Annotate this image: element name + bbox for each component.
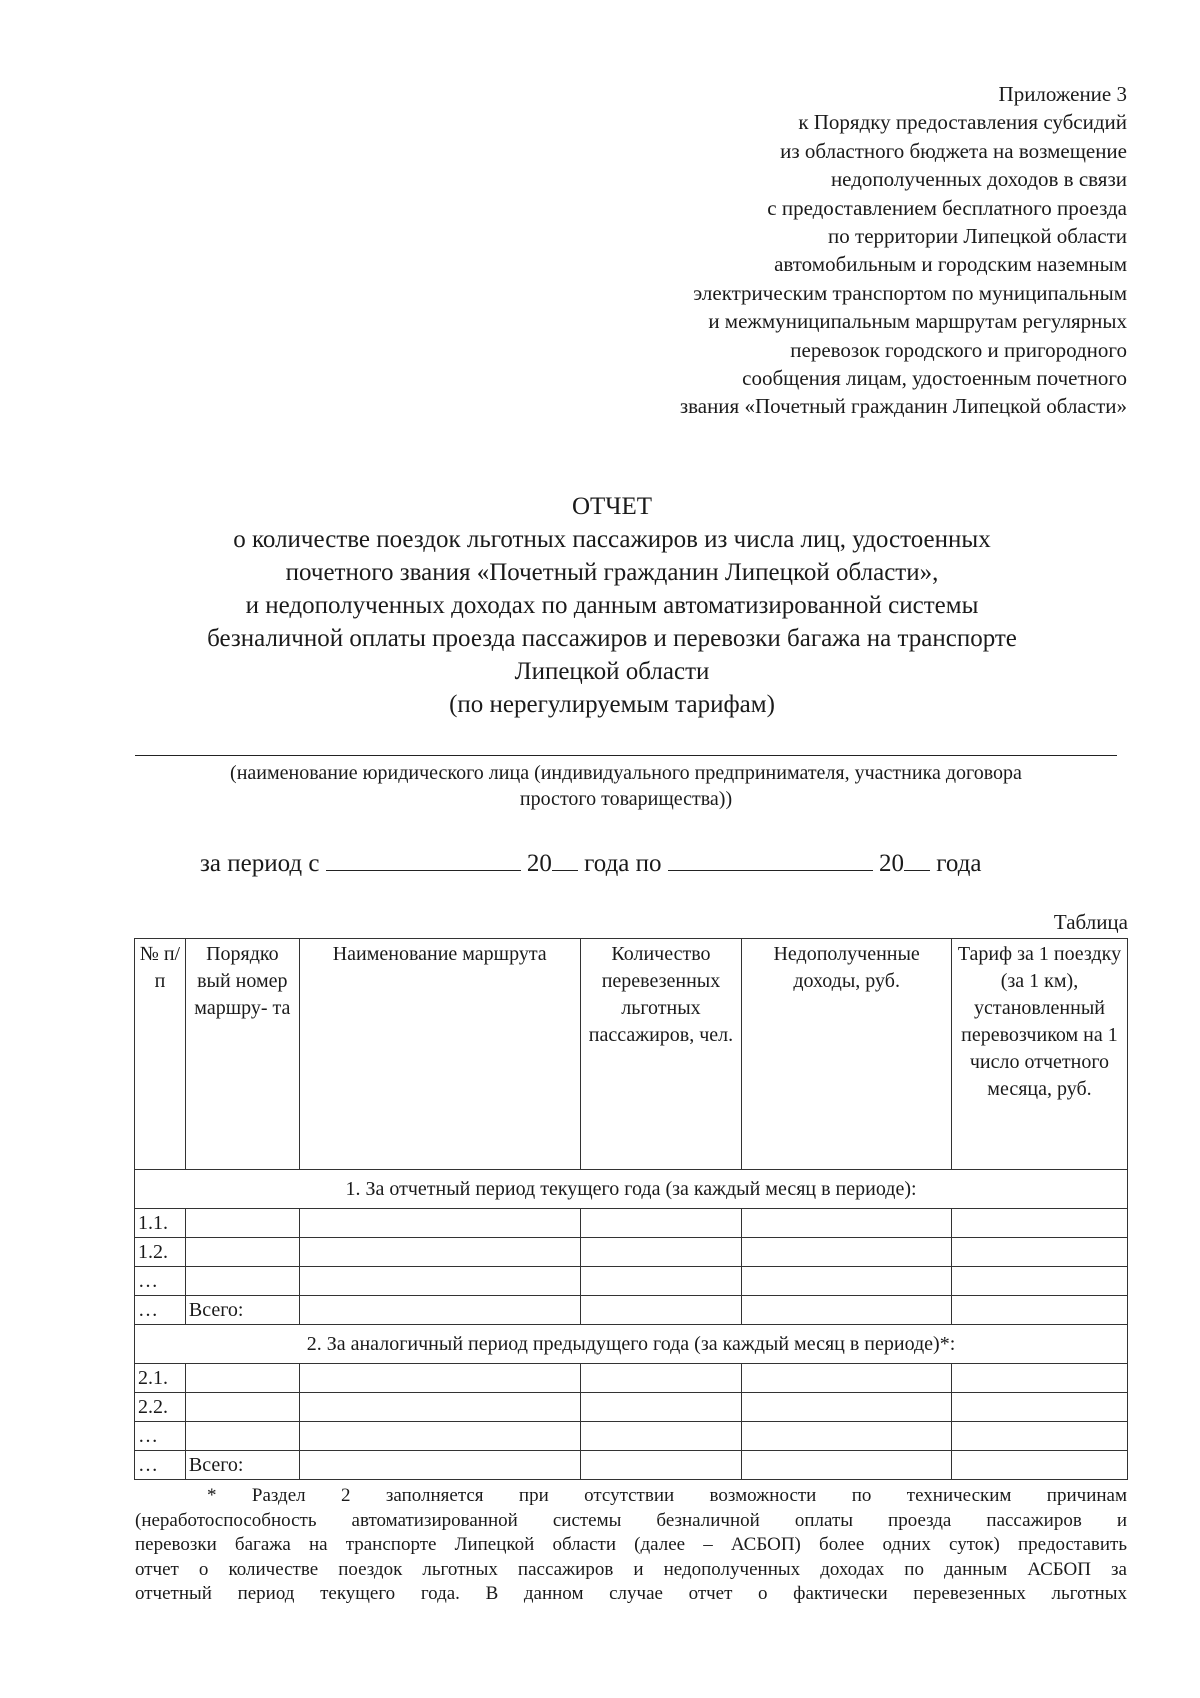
period-end-date-field[interactable]: [668, 848, 873, 871]
header-number: № п/ п: [135, 939, 186, 1170]
report-heading: ОТЧЕТ: [571, 493, 653, 520]
table-cell[interactable]: [951, 1364, 1127, 1393]
period-start-date-field[interactable]: [326, 848, 521, 871]
period-end-year-field[interactable]: [904, 848, 930, 871]
appendix-line: сообщения лицам, удостоенным почетного: [742, 366, 1127, 391]
table-cell[interactable]: [742, 1296, 952, 1325]
table-cell[interactable]: [742, 1422, 952, 1451]
section-row: [135, 1170, 1128, 1209]
table-cell[interactable]: [951, 1238, 1127, 1267]
table-cell[interactable]: [580, 1238, 742, 1267]
section-title: 2. За аналогичный период предыдущего года (за каждый месяц в периоде)*:: [135, 1325, 1128, 1364]
report-table: [134, 938, 1128, 1480]
table-cell[interactable]: [742, 1451, 952, 1480]
footnote-line: отчетный период текущего года. В данном случае отчет о фактически перевезенных льготных: [135, 1583, 1127, 1604]
appendix-line: электрическим транспортом по муниципальным: [693, 280, 1127, 305]
table-cell[interactable]: [580, 1393, 742, 1422]
table-row: [135, 1393, 1128, 1422]
appendix-line: недополученных доходов в связи: [830, 167, 1127, 192]
report-title-line: о количестве поездок льготных пассажиров из числа лиц, удостоенных: [233, 526, 991, 553]
table-cell[interactable]: [299, 1393, 580, 1422]
table-cell[interactable]: [951, 1209, 1127, 1238]
appendix-line: звания «Почетный гражданин Липецкой области»: [679, 394, 1127, 419]
header-route-name: Наименование маршрута: [299, 939, 580, 1170]
organization-caption-line: (наименование юридического лица (индивидуального предпринимателя, участника договора: [230, 762, 1022, 784]
table-row: [135, 1422, 1128, 1451]
header-route-order: Порядко вый номер маршру- та: [185, 939, 299, 1170]
report-title-line: (по нерегулируемым тарифам): [449, 691, 775, 718]
table-row-total: [135, 1296, 1128, 1325]
period-line: [200, 848, 1100, 880]
table-cell[interactable]: [299, 1296, 580, 1325]
row-number: …: [135, 1451, 186, 1480]
report-title-line: Липецкой области: [514, 658, 710, 685]
section-title: 1. За отчетный период текущего года (за каждый месяц в периоде):: [135, 1170, 1128, 1209]
footnote-line: отчет о количестве поездок льготных пассажиров и недополученных доходах по данным АСБОП за: [135, 1558, 1127, 1580]
appendix-line: автомобильным и городским наземным: [774, 252, 1127, 277]
header-lost-income: Недополученные доходы, руб.: [742, 939, 952, 1170]
row-number: …: [135, 1267, 186, 1296]
table-header-row: [135, 939, 1128, 1170]
period-year-prefix: 20: [526, 850, 552, 877]
table-cell[interactable]: [742, 1267, 952, 1296]
organization-name-field[interactable]: [135, 755, 1117, 756]
table-cell[interactable]: [951, 1422, 1127, 1451]
footnote: [135, 1484, 1127, 1607]
period-suffix: года: [936, 850, 982, 877]
report-title: [132, 490, 1092, 721]
report-title-line: безналичной оплаты проезда пассажиров и перевозки багажа на транспорте: [207, 625, 1017, 652]
period-mid: года по: [584, 850, 662, 877]
row-number: 2.1.: [135, 1364, 186, 1393]
organization-caption: [132, 760, 1120, 812]
table-row: [135, 1209, 1128, 1238]
table-cell[interactable]: [299, 1451, 580, 1480]
table-cell[interactable]: [185, 1267, 299, 1296]
appendix-line: из областного бюджета на возмещение: [780, 138, 1127, 163]
table-cell[interactable]: [299, 1364, 580, 1393]
table-cell[interactable]: [185, 1422, 299, 1451]
row-number: 1.2.: [135, 1238, 186, 1267]
header-tariff: Тариф за 1 поездку (за 1 км), установленный перевозчиком на 1 число отчетного месяца, руб.: [951, 939, 1127, 1170]
footnote-line: перевозки багажа на транспорте Липецкой области (далее – АСБОП) более одних суток) предоставить: [135, 1534, 1127, 1555]
table-cell[interactable]: [742, 1209, 952, 1238]
row-number: …: [135, 1296, 186, 1325]
appendix-line: к Порядку предоставления субсидий: [798, 110, 1127, 135]
table-cell[interactable]: [299, 1238, 580, 1267]
row-number: …: [135, 1422, 186, 1451]
report-title-line: и недополученных доходах по данным автоматизированной системы: [245, 592, 979, 619]
table-row: [135, 1238, 1128, 1267]
table-row: [135, 1364, 1128, 1393]
total-label: Всего:: [185, 1451, 299, 1480]
table-label: Таблица: [1053, 910, 1128, 934]
header-passenger-count: Количество перевезенных льготных пассажиров, чел.: [580, 939, 742, 1170]
period-year-prefix: 20: [879, 850, 905, 877]
appendix-line: перевозок городского и пригородного: [790, 337, 1127, 362]
row-number: 2.2.: [135, 1393, 186, 1422]
row-number: 1.1.: [135, 1209, 186, 1238]
total-label: Всего:: [185, 1296, 299, 1325]
appendix-line: по территории Липецкой области: [828, 224, 1127, 249]
table-cell[interactable]: [185, 1393, 299, 1422]
appendix-line: с предоставлением бесплатного проезда: [767, 195, 1127, 220]
table-row: [135, 1267, 1128, 1296]
table-cell[interactable]: [580, 1364, 742, 1393]
table-cell[interactable]: [299, 1267, 580, 1296]
table-cell[interactable]: [742, 1238, 952, 1267]
table-cell[interactable]: [299, 1209, 580, 1238]
table-cell[interactable]: [580, 1209, 742, 1238]
table-cell[interactable]: [580, 1451, 742, 1480]
table-cell[interactable]: [185, 1238, 299, 1267]
organization-caption-line: простого товарищества)): [519, 788, 733, 810]
table-cell[interactable]: [951, 1451, 1127, 1480]
table-cell[interactable]: [580, 1422, 742, 1451]
table-cell[interactable]: [951, 1393, 1127, 1422]
period-start-year-field[interactable]: [552, 848, 578, 871]
table-cell[interactable]: [185, 1364, 299, 1393]
appendix-header: [507, 80, 1127, 421]
footnote-line: * Раздел 2 заполняется при отсутствии возможности по техническим причинам: [207, 1485, 1127, 1506]
period-prefix: за период с: [200, 850, 320, 877]
table-cell[interactable]: [951, 1296, 1127, 1325]
table-cell[interactable]: [951, 1267, 1127, 1296]
table-cell[interactable]: [742, 1364, 952, 1393]
footnote-line: (неработоспособность автоматизированной системы безналичной оплаты проезда пассажиров и: [135, 1509, 1127, 1531]
table-cell[interactable]: [580, 1296, 742, 1325]
table-cell[interactable]: [580, 1267, 742, 1296]
section-row: [135, 1325, 1128, 1364]
table-row-total: [135, 1451, 1128, 1480]
table-cell[interactable]: [742, 1393, 952, 1422]
appendix-line: и межмуниципальным маршрутам регулярных: [708, 309, 1127, 334]
table-cell[interactable]: [185, 1209, 299, 1238]
appendix-line: Приложение 3: [998, 82, 1127, 106]
table-cell[interactable]: [299, 1422, 580, 1451]
report-title-line: почетного звания «Почетный гражданин Липецкой области»,: [285, 559, 939, 586]
